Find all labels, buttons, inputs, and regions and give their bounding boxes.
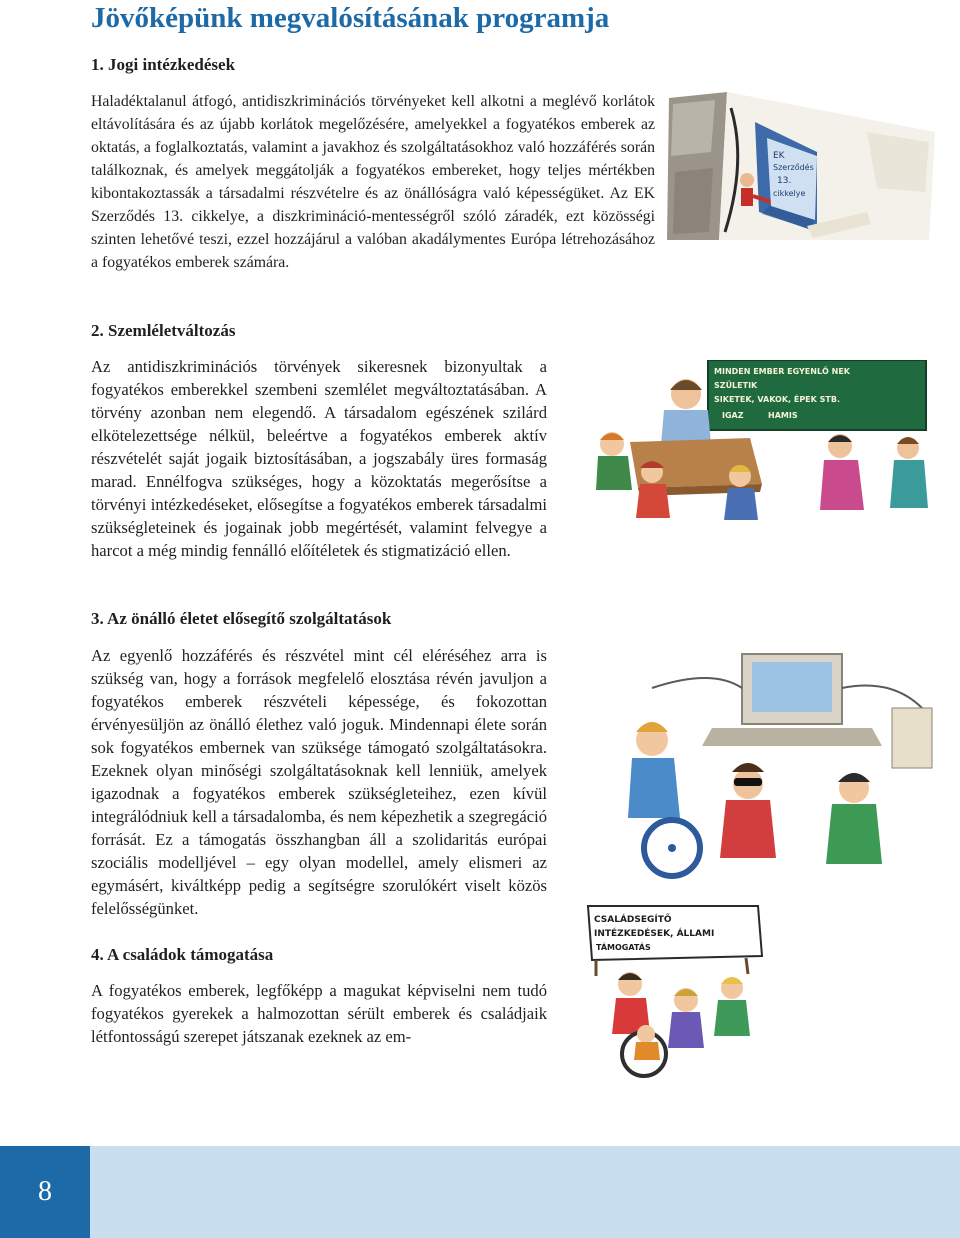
family-support-illustration [586, 904, 766, 1080]
sign-line-1: CSALÁDSEGÍTŐ [594, 915, 672, 925]
section-3-heading: 3. Az önálló életet elősegítő szolgáltatások [91, 609, 392, 628]
book-text-line-3: 13. [777, 176, 792, 186]
services-illustration [592, 648, 942, 882]
board-line-4: IGAZ [722, 411, 744, 420]
classroom-illustration [590, 360, 940, 528]
board-line-3: SIKETEK, VAKOK, ÉPEK STB. [714, 395, 840, 404]
sign-line-2: INTÉZKEDÉSEK, ÁLLAMI [594, 929, 715, 939]
book-text-line-1: EK [773, 151, 785, 161]
page-title: Jövőképünk megvalósításának programja [91, 2, 610, 34]
section-4-paragraph: A fogyatékos emberek, legfőképp a magukat képviselni nem tudó fogyatékos gyerekek a halmozottan sérült emberek és családjaik létfontosságú szerepet játszanak ezeknek az em- [91, 981, 547, 1046]
section-2-heading: 2. Szemléletváltozás [91, 321, 236, 340]
section-4-heading: 4. A családok támogatása [91, 945, 274, 964]
book-text-line-2: Szerződés [773, 163, 814, 172]
section-1-heading: 1. Jogi intézkedések [91, 55, 236, 74]
treaty-book-illustration [667, 92, 935, 240]
board-line-2: SZÜLETIK [714, 381, 758, 390]
footer-band [0, 1146, 960, 1238]
page-number-box [0, 1146, 90, 1238]
board-line-5: HAMIS [768, 411, 798, 420]
book-text-line-4: cikkelye [773, 189, 806, 198]
sign-line-3: TÁMOGATÁS [596, 943, 651, 952]
section-1-paragraph: Haladéktalanul átfogó, antidiszkriminációs törvényeket kell alkotni a meglévő korlátok eltávolítására és az újabb korlátok megelőzésére, amelyekkel a fogyatékos emberek az oktatás, a foglalkoztatás, valamint a javakhoz és szolgáltatásokhoz való hozzáférés során találkoznak, és amelyek meggátolják a fogyatékos embereket, hogy teljes mértékben kibontakoztassák a társadalmi részvételre és az önállóságra való képességüket. Az EK Szerződés 13. cikkelye, a diszkrimináció-mentességről szóló záradék, ezt közösségi szinten lehetővé teszi, ezzel hozzájárul a valóban akadálymentes Európa létrehozásához a fogyatékos emberek számára. [91, 93, 655, 271]
section-3-paragraph: Az egyenlő hozzáférés és részvétel mint cél eléréséhez arra is szükség van, hogy a források megfelelő elosztása révén javuljon a fogyatékos emberek részvételi képessége, és fokozottan érvényesüljön az önálló élethez való joguk. Mindennapi élete során sok fogyatékos embernek van szüksége támogató szolgáltatásokra. Ezeknek olyan minőségi szolgáltatásoknak kell lenniük, amelyek igazodnak a fogyatékos emberek szükségleteihez, ezen kívül integrálódniuk kell a társadalomba, és nem képezhetik a szegregáció forrását. Ez a támogatás összhangban áll a szolidaritás európai szociális modelljével – egy olyan modellel, amely elismeri az egymásért, kiváltképp pedig a segítségre szorulókért viselt közös felelősségünket. [91, 646, 547, 918]
section-2-paragraph: Az antidiszkriminációs törvények sikeresnek bizonyultak a fogyatékos emberekkel szembeni szemlélet megváltoztatásában. A törvény azonban nem elegendő. A társadalom egészének szilárd elkötelezettsége nélkül, beleértve a fogyatékos emberek aktív részvételét saját jogaik biztosításában, a jogszabály üres formaság marad. Ennélfogva szükséges, hogy a közoktatás megerősítse a törvényi intézkedéseket, elősegítse a fogyatékos emberek társadalmi szükségleteinek és jogainak jobb megértését, valamint felvegye a harcot a még mindig fennálló előítéletek és stigmatizáció ellen. [91, 357, 547, 560]
board-line-1: MINDEN EMBER EGYENLŐ NEK [714, 367, 851, 376]
page-number: 8 [38, 1176, 52, 1207]
